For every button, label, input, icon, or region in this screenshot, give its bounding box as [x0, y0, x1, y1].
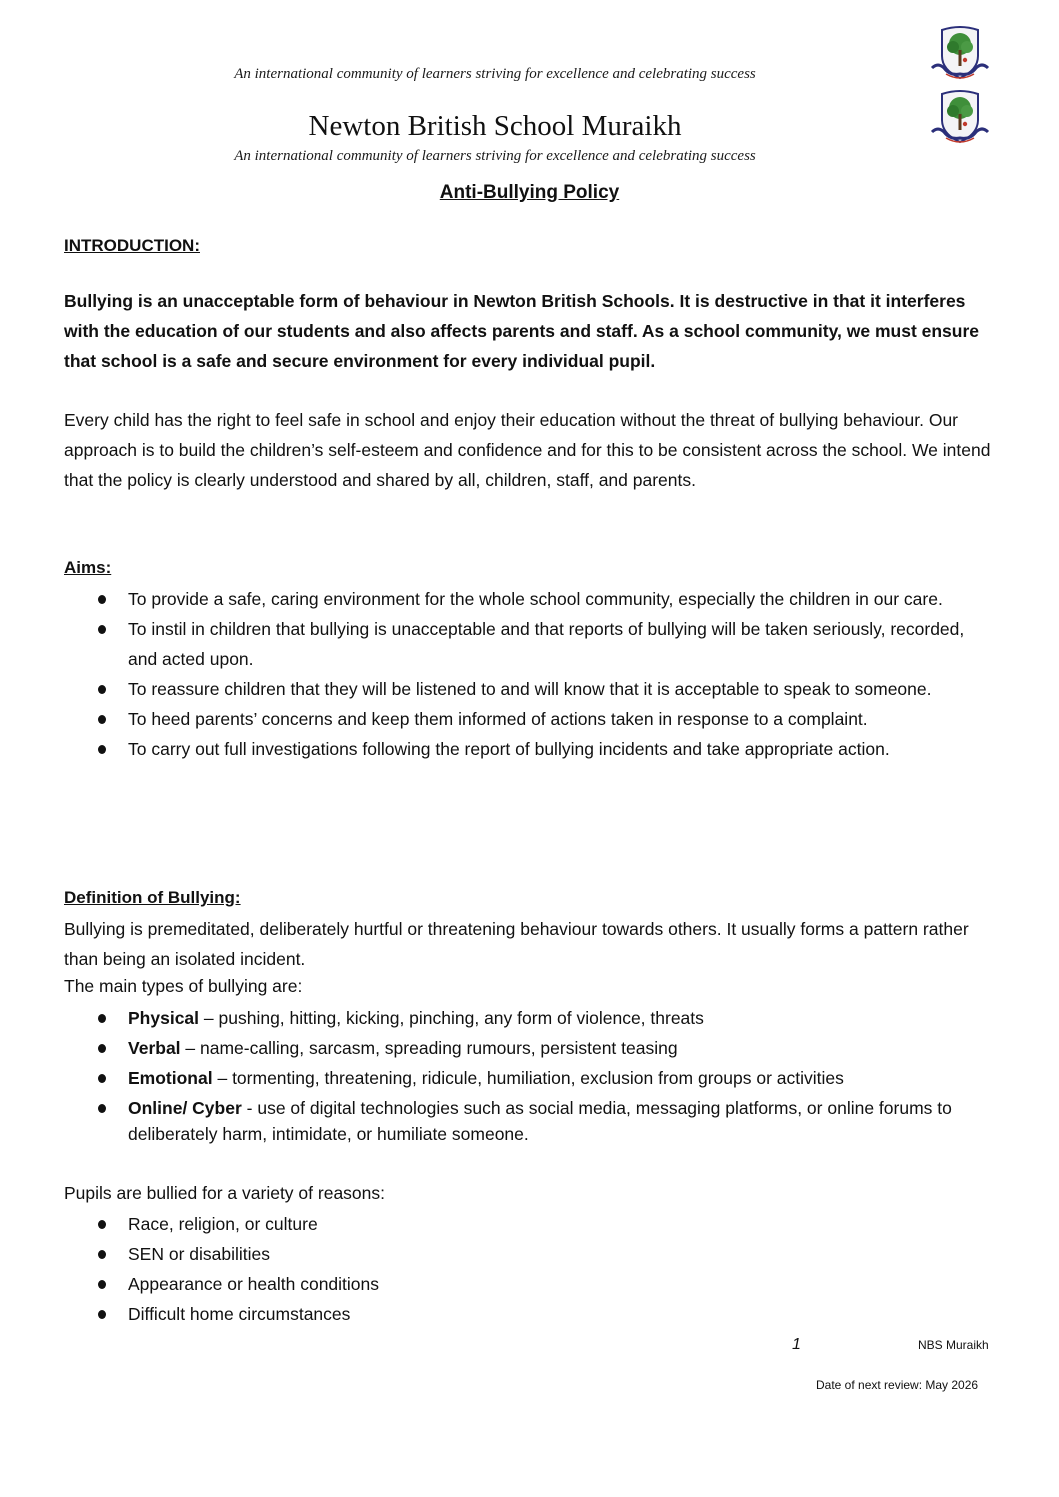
bullet-icon — [98, 1074, 106, 1083]
page-number: 1 — [792, 1336, 801, 1353]
aims-item: To carry out full investigations following the report of bullying incidents and take appropriate action. — [64, 734, 994, 764]
school-name: Newton British School Muraikh — [308, 110, 682, 142]
introduction-bold-paragraph: Bullying is an unacceptable form of behaviour in Newton British Schools. It is destructive in that it interferes with the education of our students and also affects parents and staff. As a school community, we must ensure that school is a safe and secure environment for every individual pupil. — [64, 291, 980, 371]
bullying-type-item: Verbal – name-calling, sarcasm, spreading rumours, persistent teasing — [64, 1033, 994, 1063]
reason-item: Difficult home circumstances — [64, 1299, 994, 1329]
introduction-heading: INTRODUCTION: — [64, 236, 200, 255]
aims-list — [64, 584, 994, 764]
definition-paragraph: Bullying is premeditated, deliberately hurtful or threatening behaviour towards others. It usually forms a pattern rather than being an isolated incident. — [64, 919, 969, 969]
bullet-icon — [98, 1250, 106, 1259]
reasons-list — [64, 1209, 994, 1329]
bullet-icon — [98, 1280, 106, 1289]
policy-title: Anti-Bullying Policy — [439, 182, 620, 203]
bullet-icon — [98, 1104, 106, 1113]
bullet-icon — [98, 1220, 106, 1229]
aims-item: To reassure children that they will be listened to and will know that it is acceptable to speak to someone. — [64, 674, 994, 704]
reasons-intro: Pupils are bullied for a variety of reasons: — [64, 1183, 385, 1203]
tagline: An international community of learners striving for excellence and celebrating success — [234, 148, 756, 164]
bullet-icon — [98, 745, 106, 754]
definition-heading: Definition of Bullying: — [64, 888, 241, 907]
school-crest-icon — [928, 22, 992, 86]
aims-item: To provide a safe, caring environment for the whole school community, especially the children in our care. — [64, 584, 994, 614]
bullet-icon — [98, 1310, 106, 1319]
types-intro: The main types of bullying are: — [64, 976, 303, 996]
footer-school-name: NBS Muraikh — [918, 1338, 989, 1352]
bullet-icon — [98, 715, 106, 724]
bullet-icon — [98, 595, 106, 604]
bullet-icon — [98, 1044, 106, 1053]
reason-item: Appearance or health conditions — [64, 1269, 994, 1299]
bullet-icon — [98, 685, 106, 694]
introduction-paragraph: Every child has the right to feel safe in school and enjoy their education without the threat of bullying behaviour. Our approach is to build the children’s self-esteem and confidence and for this to be consistent across the school. We intend that the policy is clearly understood and shared by all, children, staff, and parents. — [64, 410, 991, 490]
bullet-icon — [98, 1014, 106, 1023]
bullying-type-item: Online/ Cyber - use of digital technologies such as social media, messaging platforms, or online forums to deliberately harm, intimidate, or humiliate someone. — [64, 1093, 994, 1147]
aims-item: To instil in children that bullying is unacceptable and that reports of bullying will be taken seriously, recorded, and acted upon. — [64, 614, 994, 674]
aims-heading: Aims: — [64, 558, 112, 577]
bullying-type-item: Physical – pushing, hitting, kicking, pinching, any form of violence, threats — [64, 1003, 994, 1033]
review-date: Date of next review: May 2026 — [816, 1378, 979, 1392]
bullying-types-list — [64, 1003, 994, 1147]
tagline-top: An international community of learners striving for excellence and celebrating success — [234, 66, 756, 82]
bullying-type-item: Emotional – tormenting, threatening, ridicule, humiliation, exclusion from groups or activities — [64, 1063, 994, 1093]
reason-item: Race, religion, or culture — [64, 1209, 994, 1239]
reason-item: SEN or disabilities — [64, 1239, 994, 1269]
aims-item: To heed parents’ concerns and keep them informed of actions taken in response to a complaint. — [64, 704, 994, 734]
bullet-icon — [98, 625, 106, 634]
